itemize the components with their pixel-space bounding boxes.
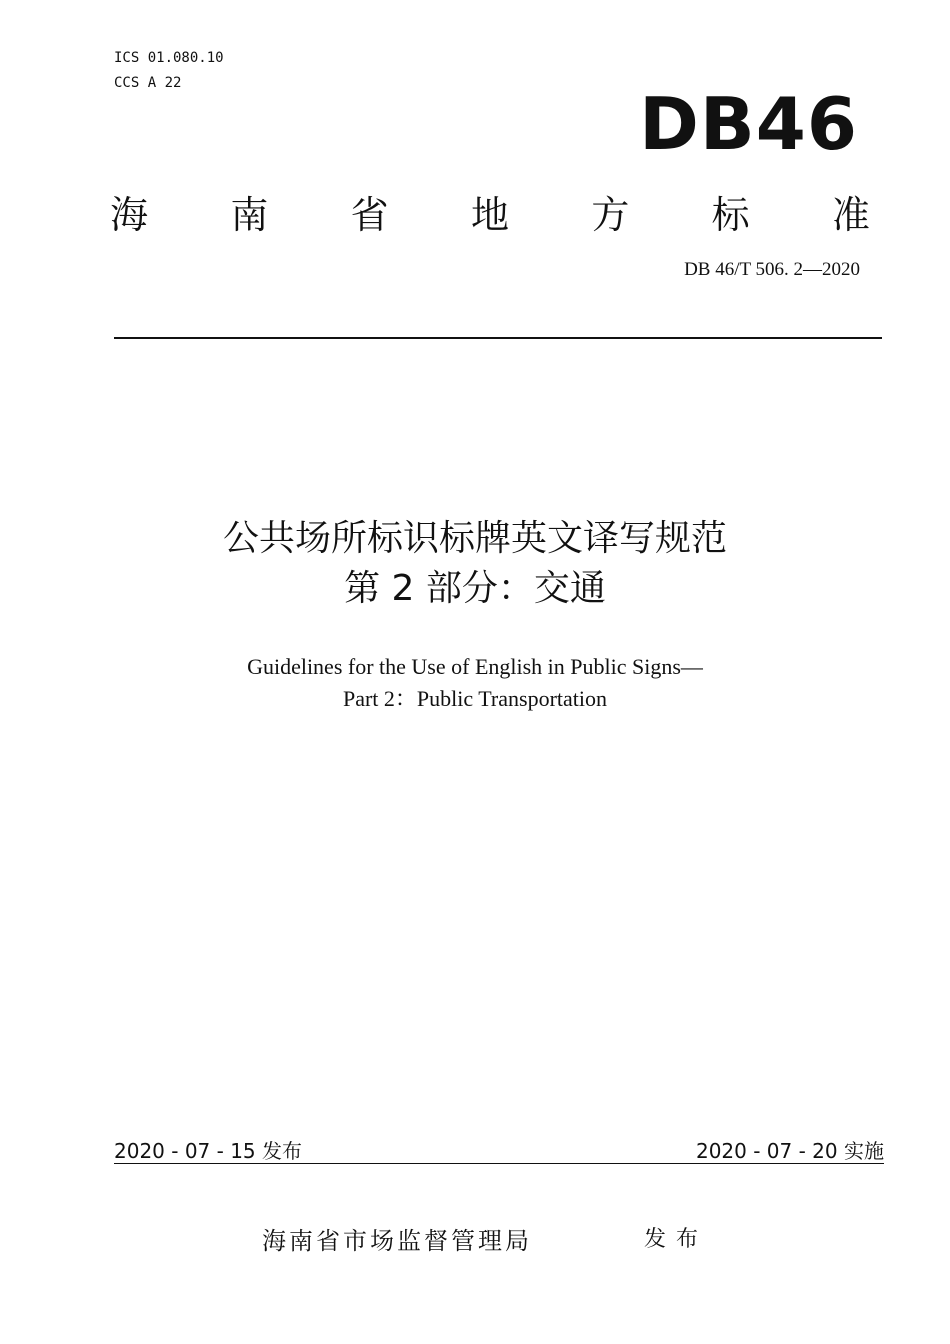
standard-type-char: 海 [110, 192, 149, 237]
standard-type-char: 南 [230, 192, 269, 237]
ccs-code: CCS A 22 [114, 75, 182, 91]
standard-type-heading [110, 183, 870, 239]
standard-number: DB 46/T 506. 2—2020 [684, 259, 860, 280]
ics-code: ICS 01.080.10 [114, 50, 224, 66]
db-code-logo: DB46 [639, 82, 858, 166]
top-divider [114, 337, 882, 339]
bottom-divider [114, 1163, 884, 1164]
english-title-line2: Part 2：Public Transportation [342, 686, 607, 711]
standard-type-char: 标 [711, 192, 750, 237]
chinese-title-line2: 第 2 部分：交通 [344, 568, 606, 609]
english-title [0, 651, 950, 715]
chinese-title-line1: 公共场所标识标牌英文译写规范 [222, 518, 727, 559]
issue-label: 发布 [644, 1227, 709, 1252]
standard-type-char: 省 [350, 192, 389, 237]
chinese-title [0, 514, 950, 614]
standard-type-char: 地 [470, 192, 509, 237]
issue-date: 2020 - 07 - 15 发布 [114, 1139, 303, 1163]
standard-type-char: 准 [831, 192, 870, 237]
english-title-line1: Guidelines for the Use of English in Public Signs— [247, 654, 703, 679]
implementation-date: 2020 - 07 - 20 实施 [695, 1139, 884, 1163]
issuing-authority: 海南省市场监督管理局 [262, 1227, 532, 1255]
standard-type-char: 方 [591, 192, 630, 237]
